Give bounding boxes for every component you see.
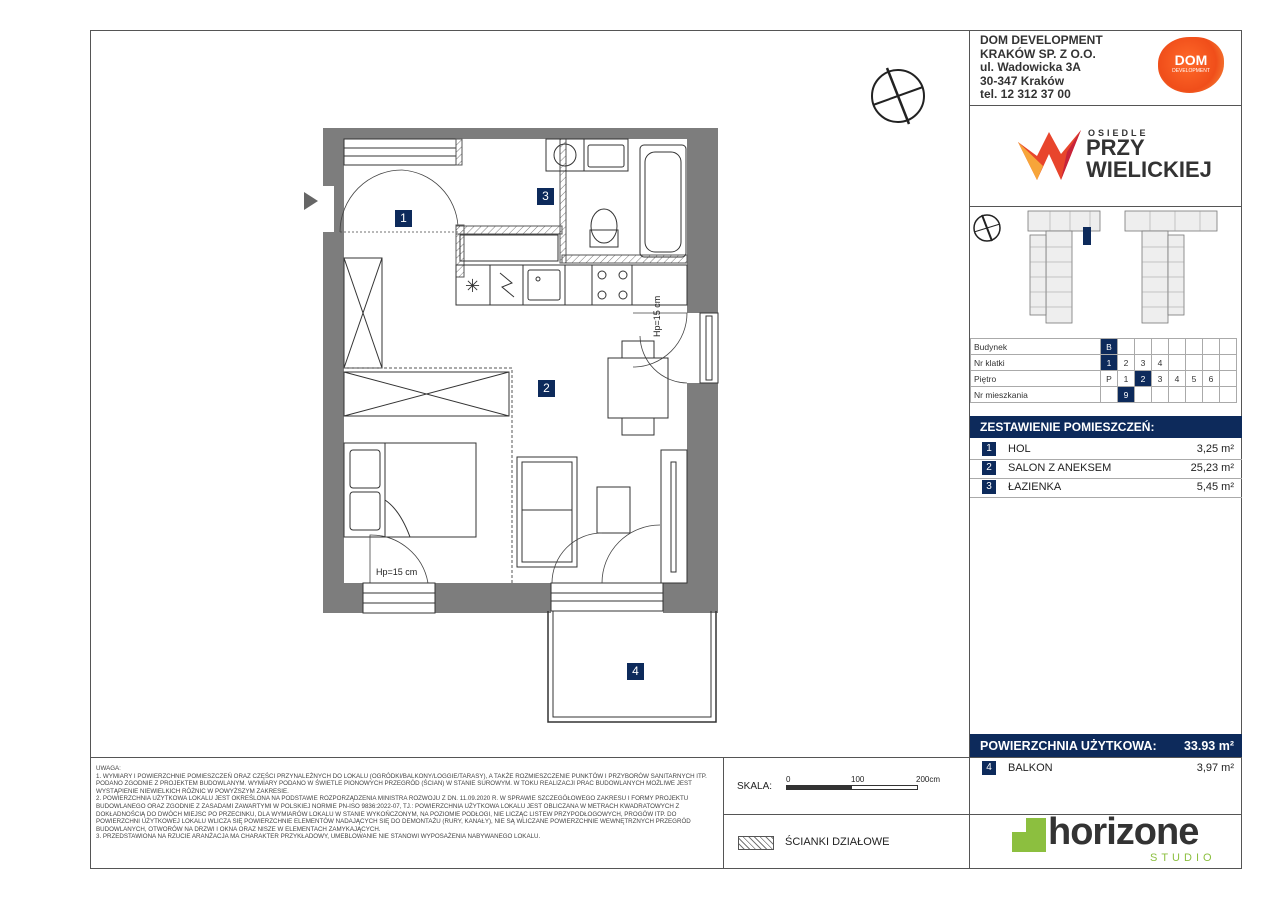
small-compass-icon [974, 215, 1000, 241]
apartment-marker [1083, 227, 1091, 245]
room-label-4: 4 [627, 663, 644, 680]
scale-tick-200: 200cm [916, 775, 941, 784]
scale-tick-100: 100 [851, 775, 865, 784]
entrance-arrow-icon [304, 192, 318, 210]
studio-sub: STUDIO [1150, 852, 1216, 864]
partition-legend-swatch [738, 836, 774, 850]
rooms-header: ZESTAWIENIE POMIESZCZEŃ: [970, 416, 1242, 438]
usable-area-bar [970, 734, 1242, 758]
location-table: Budynek B Nr klatki 1 2 3 4 Piętro P 1 2 3 4 5 6 Nr mieszkania 9 [970, 338, 1237, 403]
przy-wielickiej-logo-icon [1015, 128, 1085, 184]
project-prefix: OSIEDLE [1088, 128, 1149, 138]
site-plan [970, 207, 1242, 334]
svg-text:✳: ✳ [465, 276, 481, 297]
sill-height-label-right: Hp=15 cm [652, 295, 662, 337]
room-row-2: 2 SALON Z ANEKSEM 25,23 m² [970, 459, 1242, 479]
room-label-3: 3 [537, 188, 554, 205]
developer-address: DOM DEVELOPMENT KRAKÓW SP. Z O.O. ul. Wadowicka 3A 30-347 Kraków tel. 12 312 37 00 [980, 33, 1103, 101]
project-name-1: PRZY [1086, 135, 1145, 160]
sill-height-label: Hp=15 cm [376, 567, 418, 577]
floor-plan [90, 30, 969, 758]
usable-area-value: 33.93 m² [1183, 739, 1234, 753]
balcony-row: 4 BALKON 3,97 m² [970, 759, 1242, 778]
usable-area-label: POWIERZCHNIA UŻYTKOWA: [980, 739, 1157, 753]
exterior-walls [323, 128, 718, 613]
partition-legend-label: ŚCIANKI DZIAŁOWE [785, 836, 890, 848]
room-row-3: 3 ŁAZIENKA 5,45 m² [970, 478, 1242, 498]
scale-bar [786, 785, 918, 790]
room-label-2: 2 [538, 380, 555, 397]
room-label-1: 1 [395, 210, 412, 227]
horizone-logo-mark [1012, 818, 1046, 852]
scale-tick-0: 0 [786, 775, 791, 784]
dom-development-logo: DOM DEVELOPMENT [1158, 37, 1224, 93]
compass-icon [872, 68, 924, 124]
scale-label: SKALA: [737, 781, 773, 792]
project-name-2: WIELICKIEJ [1086, 157, 1212, 182]
notes: UWAGA: 1. WYMIARY I POWIERZCHNIE POMIESZCZEŃ ORAZ CZĘŚCI PRZYNALEŻNYCH DO LOKALU (OGRÓDKI/BALKONY/LOGGIE/TARASY), A TAKŻE ROZMIESZCZENIE PUNKTÓW I PRZYBORÓW SANITARNYCH ITP. PODANO ZGODNIE Z PROJEKTEM BUDOWLANYM. WYMIARY PODANO W ŚWIETLE PIONOWYCH PRZEGRÓD (ŚCIAN) W STANIE SUROWYM. W TOKU REALIZACJI PRAC BUDOWLANYCH MOŻLIWE JEST WYSTĄPIENIE NIEWIELKICH RÓŻNIC W POWYŻSZYM ZAKRESIE. 2. POWIERZCHNIA UŻYTKOWA LOKALU JEST OKREŚLONA NA PODSTAWIE ROZPORZĄDZENIA MINISTRA ROZWOJU Z DN. 11.09.2020 R. W SPRAWIE SZCZEGÓŁOWEGO ZAKRESU I FORMY PROJEKTU BUDOWLANEGO ORAZ ZGODNIE Z ZASADAMI ZAWARTYMI W POLSKIEJ NORMIE PN-ISO 9836:2022-07, TJ.: POWIERZCHNIA UŻYTKOWA LOKALU JEST OBLICZANA W METRACH KWADRATOWYCH Z DOKŁADNOŚCIĄ DO DWÓCH MIEJSC PO PRZECINKU, DLA WYMIARÓW LOKALU W STANIE WYKOŃCZONYM, NA POZIOMIE PODŁOGI, NIE LICZĄC LISTEW PRZYPODŁOGOWYCH, PROGÓW ITP. DO POWIERZCHNI UŻYTKOWEJ LOKALU WLICZA SIĘ POWIERZCHNIE ELEMENTÓW NADAJĄCYCH SIĘ DO DEMONTAŻU (RURY, KANAŁY), NIE SĄ WLICZANE POWIERZCHNIE WEWNĘTRZNYCH PRZEGRÓD BUDOWLANYCH, OTWORÓW NA DRZWI I OKNA ORAZ NISZE W ELEMENTACH ZAMYKAJĄCYCH. 3. PRZEDSTAWIONA NA RZUCIE ARANŻACJA MA CHARAKTER PRZYKŁADOWY, UMEBLOWANIE NIE STANOWI WYPOSAŻENIA NABYWANEGO LOKALU. [96, 765, 707, 841]
room-row-1: 1 HOL 3,25 m² [970, 440, 1242, 460]
studio-name: horizone [1048, 811, 1199, 853]
